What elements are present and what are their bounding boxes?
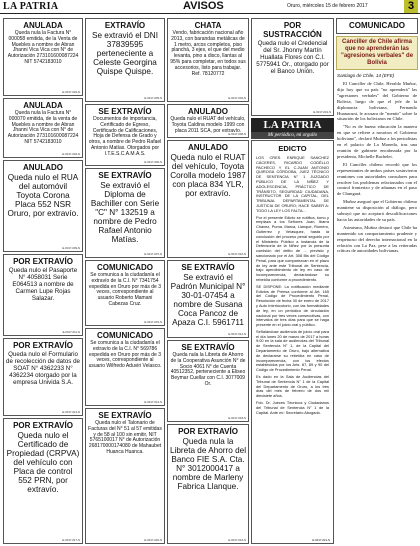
classified-ad	[167, 104, 249, 138]
ad-title: POR EXTRAVÍO	[178, 427, 238, 436]
ad-code: E-6017-007-N	[144, 252, 162, 256]
classified-ad	[167, 260, 249, 338]
ad-code: E-6017-002-N	[228, 96, 246, 100]
article-paragraph: El Canciller de Chile, Heraldo Muñoz, dijo hoy que su país "no aprenderá" las "agresiones verbales" del Gobierno de Bolivia, luego de que el jefe de la diplomacia boliviana, Fernando Huanacuni, le acusara de "mentir" sobre la situación de los bolivianos en Chile.	[337, 81, 417, 122]
ad-text: Se comunica a la ciudadanía el extravío de la C.I. N° 7341754 expedida en Oruro por más de 3 veces, correspondiente al usuario Roberto Mamani Cabezas Cruz.	[89, 272, 161, 307]
classified-ad	[167, 140, 249, 258]
edicto-paragraph: Señalándose audiencia de juicio oral para el día lunes 20 de marzo de 2017 a horas 9:00 en la sala de audiencias del Tribunal de Sentencia N° 1, de la Capital del Departamento de Oruro, bajo alternativa de declararse su rebeldía en caso de incomparecencia, con los efectos establecidos por los Arts. 87, 89 y 90 del Código de Procedimiento Penal.	[256, 328, 329, 373]
article-paragraph: Muñoz aseguró que el Gobierno chileno mantiene su disposición al diálogo, pero subrayó que no aceptará descalificaciones hacia las autoridades de su país.	[337, 199, 417, 222]
ad-title: COMUNICADO	[97, 263, 153, 272]
ad-code: E-6017-010-N	[228, 252, 246, 256]
article-body	[337, 81, 417, 254]
ad-code: E-6017-008-N	[228, 132, 246, 136]
classified-ad	[3, 418, 83, 544]
ad-title: SE EXTRAVÍO	[98, 107, 152, 116]
ad-text: Se comunica a la ciudadanía el extravío de la C.I. N° 569786 expedida en Oruro por más de 3 veces, correspondiente al usuario Wilfredo Aduviri Velasco.	[88, 340, 162, 370]
classified-ad	[85, 104, 165, 166]
ad-code: E-6017-004-N	[62, 152, 80, 156]
ad-code: E-6017-020-N	[144, 538, 162, 542]
issue-date: Oruro, miércoles 15 de febrero 2017	[287, 3, 368, 9]
classified-ad	[336, 18, 418, 34]
ad-title: SE EXTRAVÍO	[98, 411, 152, 420]
ad-code: E-6017-006-N	[144, 160, 162, 164]
ad-code: E-6017-019-N	[313, 110, 331, 114]
ad-text: Queda nulo el Pasaporte N° 4058031 Serie E064513 a nombre de Carmen Lupe Rojas Salazar.	[8, 267, 78, 302]
ad-title: POR EXTRAVÍO	[13, 341, 73, 350]
edicto-notice	[251, 140, 334, 544]
edicto-paragraph: SE DISPONE: La notificación mediante Edictos de Prensa conforme al Art. 165 del Código de Procedimiento Penal, Resolución de fecha 30 de enero de 2017 y Auto Interlocutorio, con las formalidades de ley, en un periódico de circulación nacional por tres veces consecutivas, con intervalos de tres días para que se haga presente en el juicio oral y público.	[256, 283, 329, 328]
ad-title: ANULADO	[23, 163, 63, 172]
article-headline: Canciller de Chile afirma que no aprenderán las "agresiones verbales" de Bolivia	[336, 36, 418, 70]
ad-title: EXTRAVÍO	[104, 21, 146, 30]
edicto-paragraph: Por el presente Edicto se notifica, tomo y emplaza a los Señores Juan, Ibarra Chavez, Puma, Marca, Llanque, Romero, Gutierrez y Velasquez, hasta la conclusión del proceso penal seguido por el Ministerio Público a instancia de la Defensoría de la Niñez por la presunta comisión del delito de ... previsto y sancionado por el Art. 308 Bis del Código Penal, para que comparezcan en el plazo de ley ante este Tribunal de Sentencia, bajo apercibimiento de ley en caso de incomparecencia, declarándose su rebeldía conforme a procedimiento.	[256, 214, 329, 282]
page-number: 3	[404, 0, 418, 13]
ad-title: SE EXTRAVÍO	[181, 263, 235, 272]
ad-code: E-6017-003-N	[62, 90, 80, 94]
ad-text: Queda nulo el RUA del automóvil Toyota Corona Placa 552 NSR Oruro, por extravío.	[7, 173, 79, 218]
ad-text: Queda nulo el Certificado de Propiedad (CRPVA) del vehículo con Placa de control 552 PRN, por extravío.	[6, 431, 80, 494]
ad-code: E-6017-005-N	[144, 96, 162, 100]
ad-text: Documentos de importancia, Certificado de Egreso, Certificado de Calificaciones, Hoja de Defensa de Grado y otros, a nombre de Pedro Rafael Antonio Matías. Otorgados por I.T.E.S.C.A.M.A.S.	[88, 116, 162, 157]
edicto-code: E-6017-021-N	[312, 538, 330, 542]
ad-code: E-6017-015-N	[144, 320, 162, 324]
article-dateline: Santiago de Chile, 14 (EFE)	[337, 73, 395, 78]
edicto-paragraph: Fdo. Dr. Jueces Técnicos y Ciudadanos del Tribunal de Sentencia N° 1 de la Capital. Ante mí: Secretario Abogado.	[256, 400, 329, 415]
classified-ad	[3, 98, 83, 158]
side-article	[336, 36, 418, 256]
classified-ad	[85, 408, 165, 544]
classified-ad	[85, 260, 165, 326]
ad-text: Se extravió el Diploma de Bachiller con Serie "C" N° 132519 a nombre de Pedro Rafael Antonio Matías.	[90, 181, 160, 244]
ad-code: E-6017-012-N	[228, 332, 246, 336]
ad-title: POR EXTRAVÍO	[13, 421, 73, 430]
ad-title: COMUNICADO	[97, 331, 153, 340]
edicto-paragraph: LOS CRES. ENRIQUE SANCHEZ CÁCERES, RICARDO CODÉLLO PACHECO Y EL C.JUAN ANTONIO QUIROGA CÓRDOBA, JUEZ TÉCNICO DE SENTENCIA N° 1 JUZGADO PÚBLICO DE LA NIÑEZ Y ADOLESCENCIA, PRÁCTICO DE TRÁNSITO, SEGURIDAD CIUDADANA, INSTRUCTOR DE LA CAPITAL, DEL TRIBUNAL DEPARTAMENTAL DE JUSTICIA DE ORURO; HACE SABER A: TODO LA LEY LOS FALTA...	[256, 155, 329, 213]
ad-code: E-6017-009-N	[62, 246, 80, 250]
ad-code: E-6017-013-N	[62, 410, 80, 414]
ad-title: COMUNICADO	[349, 21, 405, 30]
classified-ad	[3, 254, 83, 336]
ad-code: E-6017-001-N	[228, 538, 246, 542]
ad-text: Queda nula la Libreta de Ahorro del Banco FIE S.A. Cta. N° 3012000417 a nombre de Marleny Fabrica Llanque.	[170, 437, 247, 491]
edicto-paragraph: Es dado en la Sala de Audiencias del Tribunal de Sentencia N° 1 de la Capital del Departamento de Oruro, a los tres días del mes de febrero de dos mil diecisiete años.	[256, 374, 329, 399]
ad-title: ANULADO	[188, 143, 228, 152]
ad-text: Queda nulo el RUAT del vehículo, Toyota Caldina modelo 1999 con placa 2011 SCA, por extravío.	[170, 116, 246, 134]
ad-text: Queda nulo el Credencial del Sr. Jhonny Martín Huallata Flores con C.I. 5775941 Or., otorgado por el Banco Unión.	[256, 40, 329, 75]
classified-ad	[85, 18, 165, 102]
ad-text: Vendo, fabricación nacional año 2013, con barandas metálicas de 1 metro, arcos completos, piso planchá, 3 ejes, el que del medio levanta, pino a disco, llantas al 95% para completar, en todos sus accesorios, listo para trabajar. Ref. 78120772	[170, 30, 246, 77]
ad-code: E-6017-018-N	[228, 416, 246, 420]
ad-title: POR EXTRAVÍO	[13, 257, 73, 266]
ad-title: ANULADA	[23, 101, 63, 110]
article-paragraph: "No es de buena educación la manera en que se refiere a nosotros el Gobierno boliviano", declaró Muñoz a los periodistas en el palacio de La Moneda, tras una reunión de gabinete encabezada por la presidenta, Michelle Bachelet.	[337, 124, 417, 159]
article-paragraph: Asimismo, Muñoz destacó que Chile ha mantenido un comportamiento prudente y respetuoso del derecho internacional en la relación con La Paz, pese a las reiteradas críticas de autoridades bolivianas.	[337, 224, 417, 254]
classified-ad	[85, 168, 165, 258]
ad-title: ANULADA	[23, 21, 63, 30]
classified-ad	[3, 160, 83, 252]
edicto-body	[256, 156, 329, 415]
ad-text: Queda nula la Factura N° 000058 emitida, de la Venta de Muebles a nombre de Abran Jhanni Vica Vica con N° de Autorización 273101600087224 NIT 5742183010	[7, 30, 79, 65]
page-header	[0, 0, 420, 14]
classified-ad	[167, 18, 249, 102]
section-title: AVISOS	[183, 0, 224, 12]
ad-text: Se extravió el DNI 37839595 perteneciente a Celeste Georgina Quispe Quispe.	[92, 31, 158, 76]
classified-ad	[251, 18, 334, 116]
ad-text: Queda nulo el RUAT del vehículo, Toyota Corolla modelo 1987 con placa 834 YLR, por extravío.	[170, 153, 246, 198]
ad-text: Queda nula la Libreta de Ahorro de la Cooperativa Asunción N° de Socio 4061 N° de Cuenta 40512352, perteneciente a Eliseo Beymar Cuellar con C.I. 3077009 Or.	[170, 352, 246, 387]
newspaper-slogan: Mi periódico, mi orgullo	[251, 132, 334, 139]
edicto-title: EDICTO	[278, 144, 307, 153]
publication-name: LA PATRIA	[3, 1, 59, 12]
ad-text: Queda nula la Factura N° 000070 emitida, de la venta de Muebles a nombre de Abran Jhanni Vica Vica con N° de Autorización 273101600087224 NIT 5742183010	[7, 110, 79, 145]
classified-ad	[85, 328, 165, 406]
ad-title: SE EXTRAVÍO	[98, 171, 152, 180]
ad-code: E-6017-011-N	[62, 330, 80, 334]
ad-title: POR SUSTRACCIÓN	[263, 21, 322, 39]
ad-code: E-6017-014-N	[144, 400, 162, 404]
classified-ad	[167, 340, 249, 422]
ad-title: CHATA	[194, 21, 222, 30]
ad-text: Queda nulo el Formulario de recolección de datos de SOAT N° 4362233 N° 4362234 otorgado por la empresa Univida S.A.	[6, 351, 80, 386]
classified-ad	[3, 338, 83, 416]
article-paragraph: El Canciller chileno recordó que los representantes de ambos países sostuvieron reuniones con autoridades consulares para resolver los problemas relacionados con el control fronterizo y de aduanas en el paso de Chungará.	[337, 161, 417, 197]
ad-title: ANULADO	[188, 107, 228, 116]
ad-text: Se extravió el Padrón Municipal N° 30-01-07454 a nombre de Susana Coca Pancoz de Apaza C.I. 5961711	[170, 273, 246, 327]
classified-ad	[167, 424, 249, 544]
newspaper-masthead: LA PATRIA	[251, 118, 334, 132]
classified-ad	[3, 18, 83, 96]
ad-text: Queda nulo el Talonario de Facturas del N° 51 al 57 emitidas y de 58 al 100 sin emitir, NIT 5765100017 N° de Autorización 268170000174080 de Mahaubet Huanca Huanca.	[88, 420, 162, 455]
ad-code: E-6017-017-N	[62, 538, 80, 542]
ad-title: SE EXTRAVÍO	[181, 343, 235, 352]
